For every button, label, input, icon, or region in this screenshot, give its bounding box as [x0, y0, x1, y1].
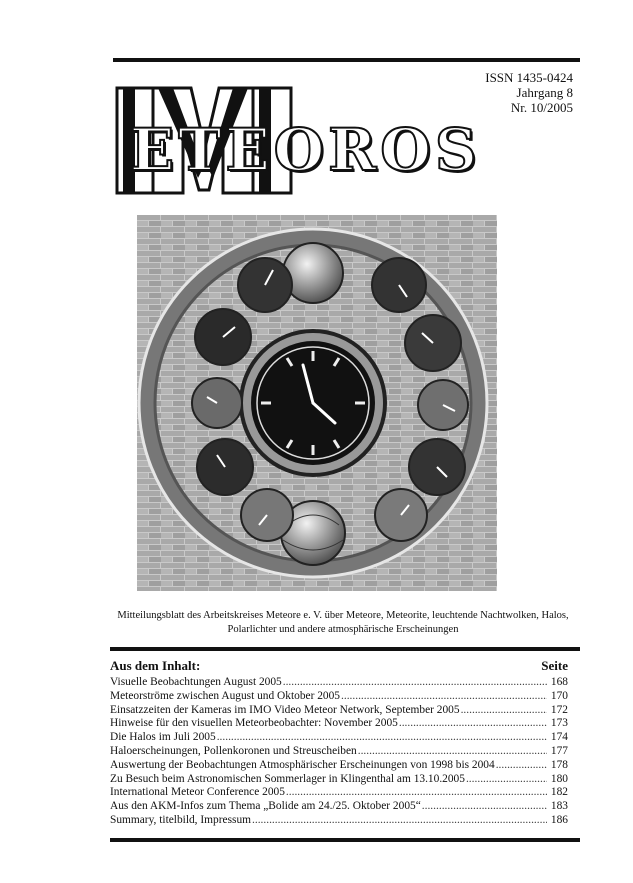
- toc-header: [110, 658, 580, 674]
- bottom-rule: [110, 838, 580, 842]
- toc-entry[interactable]: [110, 731, 568, 745]
- toc-leader: [496, 759, 547, 773]
- toc-entry-page: 178: [550, 758, 568, 771]
- toc-leader: [422, 800, 547, 814]
- toc-entry-title: Zu Besuch beim Astronomischen Sommerlager in Klingenthal am 13.10.2005: [110, 772, 465, 785]
- toc-entry[interactable]: [110, 800, 568, 814]
- toc-entry-title: Auswertung der Beobachtungen Atmosphärischer Erscheinungen von 1998 bis 2004: [110, 758, 495, 771]
- toc-entry-title: Aus den AKM-Infos zum Thema „Bolide am 24./25. Oktober 2005“: [110, 800, 421, 813]
- toc-entry[interactable]: [110, 704, 568, 718]
- toc-entry-title: Hinweise für den visuellen Meteorbeobachter: November 2005: [110, 717, 398, 730]
- toc-entry-title: Einsatzzeiten der Kameras im IMO Video Meteor Network, September 2005: [110, 703, 460, 716]
- toc-heading: Aus dem Inhalt:: [110, 658, 201, 673]
- caption-line: Mitteilungsblatt des Arbeitskreises Meteore e. V. über Meteore, Meteorite, leuchtende Nachtwolken, Halos,: [117, 610, 569, 621]
- toc-entry[interactable]: [110, 717, 568, 731]
- toc-entry-page: 186: [550, 813, 568, 826]
- toc-leader: [217, 731, 547, 745]
- issn-number: ISSN 1435-0424: [485, 70, 573, 85]
- toc-entry-page: 173: [550, 717, 568, 730]
- toc-entry-page: 170: [550, 689, 568, 702]
- toc-leader: [283, 676, 547, 690]
- toc-entry-page: 172: [550, 703, 568, 716]
- toc-entry-page: 177: [550, 744, 568, 757]
- toc-entry[interactable]: [110, 690, 568, 704]
- toc-leader: [466, 773, 547, 787]
- toc-entry-title: Visuelle Beobachtungen August 2005: [110, 676, 282, 688]
- toc-entry-page: 182: [550, 786, 568, 799]
- toc-entry[interactable]: [110, 814, 568, 828]
- cover-photo-clock: [137, 215, 497, 591]
- toc-leader: [399, 717, 547, 731]
- volume-label: Jahrgang 8: [516, 85, 573, 100]
- toc-entry[interactable]: [110, 676, 568, 690]
- title-wordmark: ETEOROS: [130, 116, 481, 184]
- toc-leader: [286, 786, 547, 800]
- toc-entry[interactable]: [110, 786, 568, 800]
- toc-entry-title: Meteorströme zwischen August und Oktober 2005: [110, 689, 340, 702]
- toc-entry[interactable]: [110, 745, 568, 759]
- toc-entry-page: 174: [550, 731, 568, 744]
- toc-entry-title: International Meteor Conference 2005: [110, 786, 285, 799]
- top-rule: [113, 58, 580, 62]
- toc-leader: [461, 704, 547, 718]
- toc-entry-title: Summary, titelbild, Impressum: [110, 813, 251, 826]
- issue-number: Nr. 10/2005: [510, 100, 573, 115]
- toc-entry-title: Haloerscheinungen, Pollenkoronen und Streuscheiben: [110, 744, 357, 757]
- toc-page-heading: Seite: [541, 658, 568, 673]
- toc-leader: [252, 814, 547, 828]
- toc-leader: [358, 745, 547, 759]
- toc-entry-page: 180: [550, 772, 568, 785]
- toc-top-rule: [110, 647, 580, 651]
- toc-entry-page: 168: [550, 676, 568, 688]
- cover-caption: [108, 609, 578, 637]
- toc-entry-page: 183: [550, 800, 568, 813]
- caption-line: Polarlichter und andere atmosphärische Erscheinungen: [227, 624, 459, 635]
- toc-entry[interactable]: [110, 759, 568, 773]
- toc-entry-title: Die Halos im Juli 2005: [110, 731, 216, 744]
- table-of-contents: [110, 676, 568, 828]
- toc-entry[interactable]: [110, 773, 568, 787]
- toc-leader: [341, 690, 547, 704]
